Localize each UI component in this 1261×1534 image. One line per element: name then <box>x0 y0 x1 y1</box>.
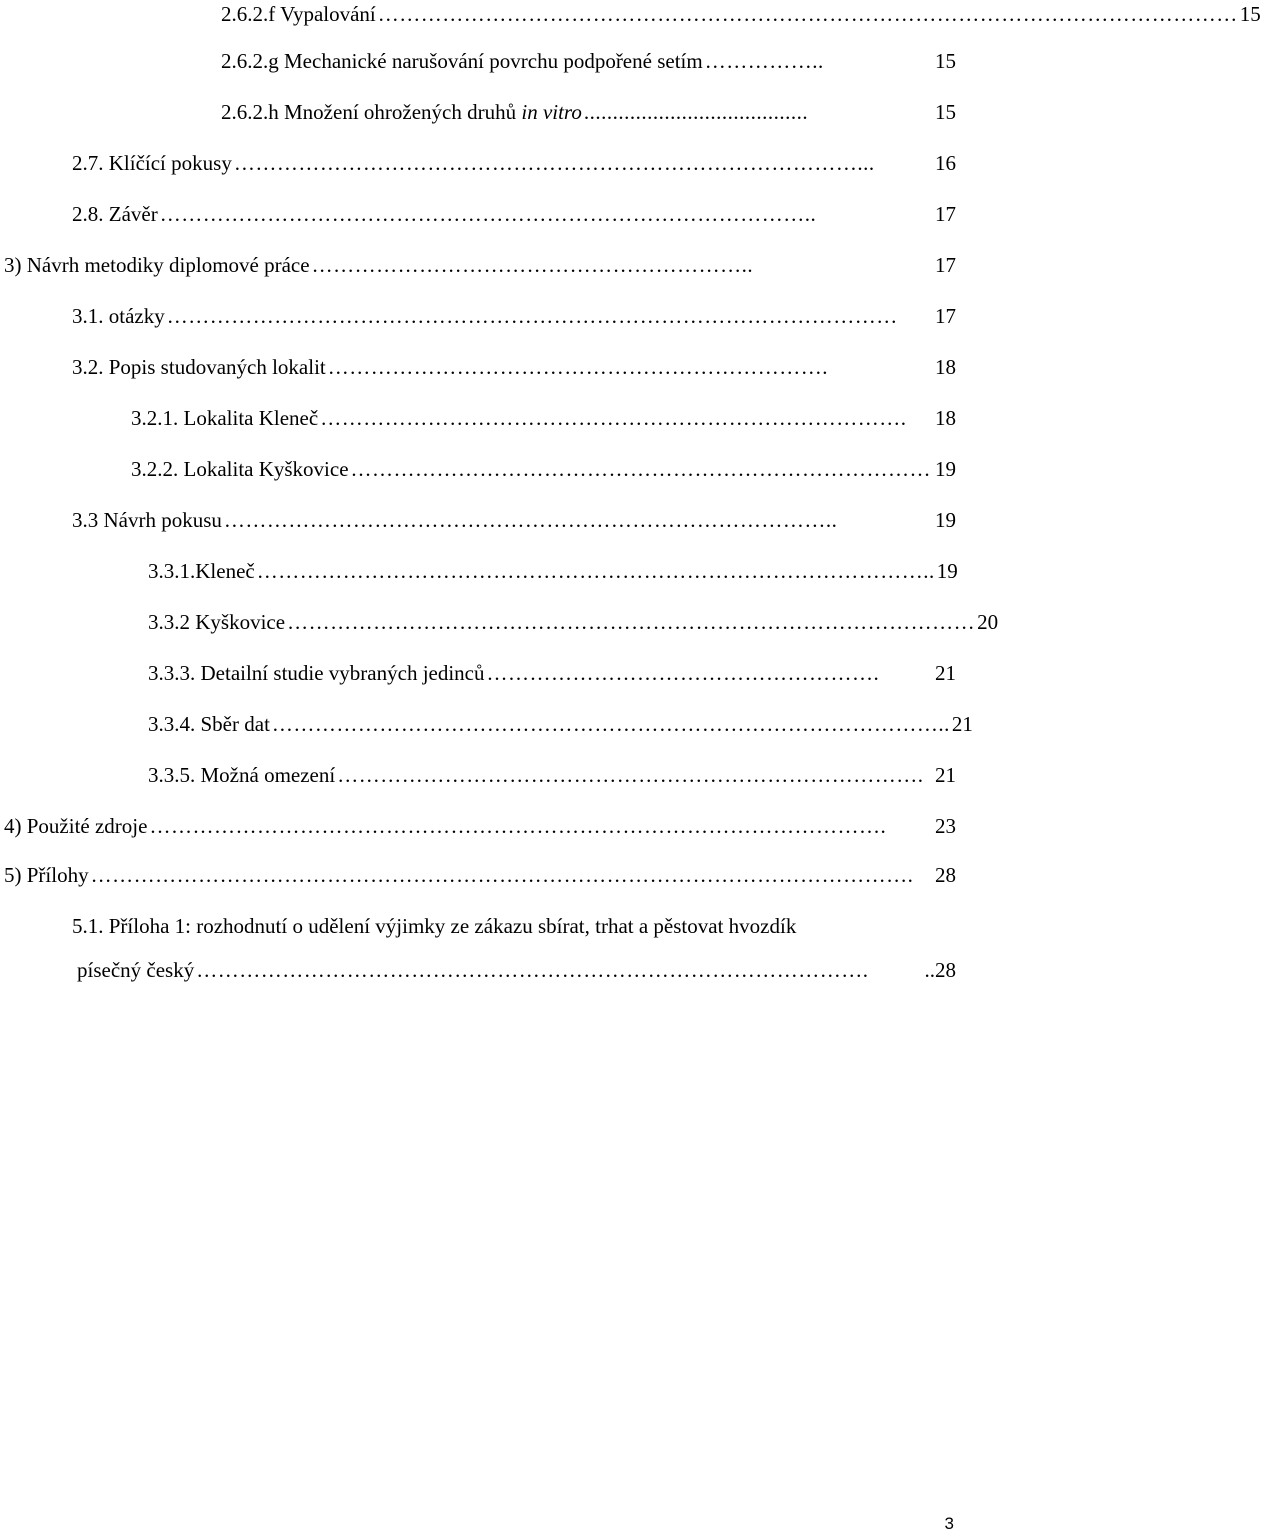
toc-entry-label-italic: in vitro <box>521 100 582 124</box>
toc-entry-leader: ………………………………………………………………………………….. <box>256 559 935 583</box>
toc-entry <box>148 608 999 636</box>
toc-entry <box>4 812 956 840</box>
toc-entry <box>72 302 956 330</box>
toc-entry-page: 28 <box>935 863 956 887</box>
toc-entry-page: 21 <box>935 661 956 685</box>
toc-entry <box>148 659 956 687</box>
toc-entry-multiline-first: 5.1. Příloha 1: rozhodnutí o udělení výjimky ze zákazu sbírat, trhat a pěstovat hvozdík <box>72 914 797 938</box>
toc-entry-leader: ……………………………………………………………………… <box>350 457 932 481</box>
toc-entry-label: 3.1. otázky <box>72 304 165 328</box>
toc-entry-page: 23 <box>935 814 956 838</box>
toc-entry-page: 19 <box>936 559 958 583</box>
toc-entry-label: 3.3.5. Možná omezení <box>148 763 336 787</box>
toc-entry <box>221 0 1261 28</box>
toc-entry-label <box>221 98 582 126</box>
toc-entry-leader: …………………………………………………………………………………………. <box>149 814 887 838</box>
toc-entry-page: 15 <box>935 49 956 73</box>
toc-entry <box>4 251 956 279</box>
toc-entry <box>4 861 956 889</box>
toc-entry-leader: ………………………………………………………………………………………………………… <box>377 2 1238 26</box>
toc-entry <box>148 557 956 585</box>
toc-entry-label: 5) Přílohy <box>4 863 89 887</box>
toc-entry-multiline-second <box>77 956 956 984</box>
toc-entry-label: 3.3 Návrh pokusu <box>72 508 222 532</box>
toc-entry-leader: ………………………………………………………………………. <box>320 406 907 430</box>
toc-entry-page: 17 <box>935 304 956 328</box>
toc-entry <box>131 455 956 483</box>
toc-entry-leader: …………………………………………………….. <box>311 253 754 277</box>
toc-entry-page: 18 <box>935 355 956 379</box>
toc-entry-leader: ……………………………………………………………………………... <box>233 151 875 175</box>
toc-entry-leader: ………………………………………………. <box>486 661 880 685</box>
toc-entry-page: 20 <box>977 610 999 634</box>
toc-entry-leader: ………………………………………………………………………….. <box>223 508 838 532</box>
toc-entry-label: 3.3.3. Detailní studie vybraných jedinců <box>148 661 485 685</box>
toc-entry-label-prefix: 2.6.2.h Množení ohrožených druhů <box>221 100 522 124</box>
toc-entry-label: 3.3.4. Sběr dat <box>148 712 270 736</box>
toc-entry-page: 17 <box>935 202 956 226</box>
toc-entry-label: 2.6.2.g Mechanické narušování povrchu podpořené setím <box>221 49 703 73</box>
toc-entry <box>148 710 973 738</box>
toc-entry-page: 21 <box>935 763 956 787</box>
toc-entry <box>221 98 956 126</box>
toc-entry <box>72 506 956 534</box>
toc-entry <box>72 353 956 381</box>
toc-entry-label: 2.6.2.f Vypalování <box>221 2 376 26</box>
toc-entry-label: 3) Návrh metodiky diplomové práce <box>4 253 310 277</box>
toc-entry <box>131 404 956 432</box>
toc-entry-leader: ………………………………………………………………………. <box>337 763 924 787</box>
toc-entry-page: 16 <box>935 151 956 175</box>
toc-entry-page: ..28 <box>924 958 956 982</box>
toc-entry-label: 2.8. Závěr <box>72 202 158 226</box>
toc-entry-page: 18 <box>935 406 956 430</box>
toc-entry <box>72 149 956 177</box>
toc-entry-label: 4) Použité zdroje <box>4 814 148 838</box>
toc-entry-leader: ....................................... <box>583 100 809 124</box>
toc-entry-page: 19 <box>935 508 956 532</box>
toc-entry-page: 15 <box>1239 2 1261 26</box>
toc-entry-leader: ………………………………………………………………………………….. <box>271 712 950 736</box>
toc-entry-leader: …………….. <box>704 49 824 73</box>
toc-entry-page: 19 <box>935 457 956 481</box>
toc-entry-label: 3.2. Popis studovaných lokalit <box>72 355 326 379</box>
toc-entry-label: 2.7. Klíčící pokusy <box>72 151 232 175</box>
toc-entry-page: 17 <box>935 253 956 277</box>
toc-entry-page: 21 <box>951 712 973 736</box>
toc-entry-label: písečný český <box>77 958 195 982</box>
page-number: 3 <box>944 1514 954 1533</box>
toc-entry <box>221 47 956 75</box>
toc-entry-page: 15 <box>935 100 956 124</box>
toc-entry-label: 3.3.1.Kleneč <box>148 559 255 583</box>
toc-entry-leader: …………………………………………………………………………………. <box>196 958 869 982</box>
toc-entry-label: 3.3.2 Kyškovice <box>148 610 286 634</box>
toc-entry-leader: ……………………………………………………………. <box>327 355 828 379</box>
toc-entry <box>148 761 956 789</box>
toc-entry-label: 3.2.2. Lokalita Kyškovice <box>131 457 349 481</box>
toc-entry <box>72 200 956 228</box>
toc-entry-leader: ……………………………………………………………………………….. <box>159 202 817 226</box>
toc-entry-leader: ……………………………………………………………………………………………………. <box>90 863 914 887</box>
toc-entry-leader: ………………………………………………………………………………………… <box>166 304 898 328</box>
toc-entry-leader: …………………………………………………………………………………… <box>287 610 976 634</box>
toc-entry-label: 3.2.1. Lokalita Kleneč <box>131 406 319 430</box>
